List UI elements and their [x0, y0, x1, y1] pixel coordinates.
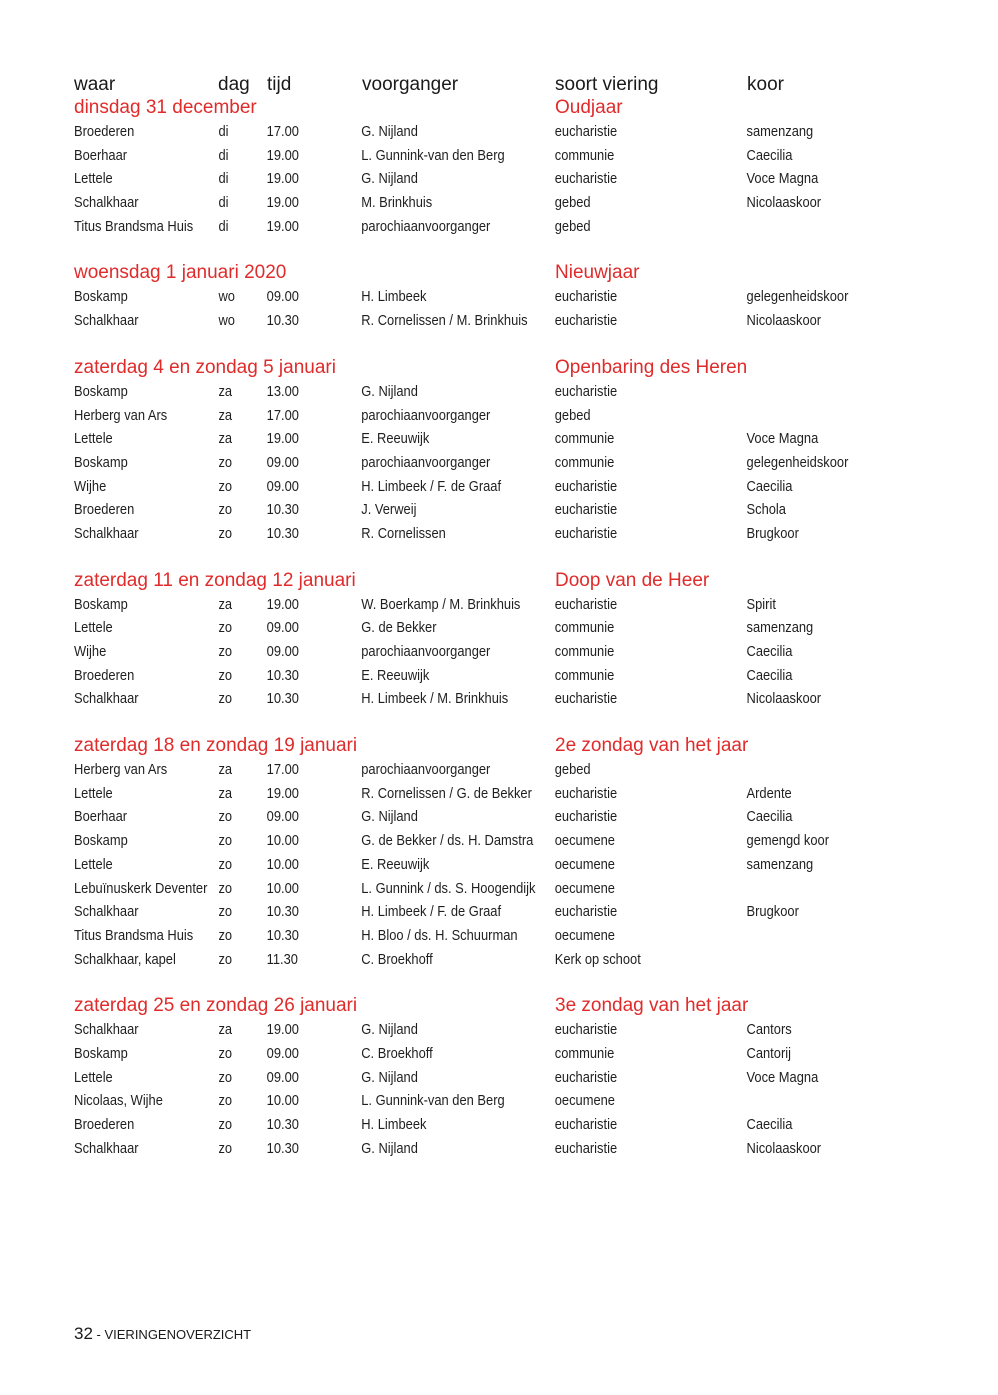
schedule-section	[74, 262, 954, 333]
cell-koor: Caecilia	[746, 146, 793, 164]
cell-koor: Brugkoor	[746, 903, 799, 921]
table-row	[74, 759, 951, 783]
schedule-section	[74, 735, 954, 972]
cell-dag: za	[218, 430, 233, 448]
cell-dag: zo	[218, 950, 233, 968]
cell-soort-viering: eucharistie	[554, 595, 618, 613]
cell-tijd: 19.00	[266, 595, 299, 613]
cell-voorganger: L. Gunnink-van den Berg	[361, 1092, 505, 1110]
section-occasion: Openbaring des Heren	[555, 356, 748, 378]
cell-dag: za	[218, 761, 233, 779]
table-row	[74, 1090, 951, 1114]
cell-waar: Nicolaas, Wijhe	[74, 1092, 163, 1110]
cell-soort-viering: communie	[554, 453, 615, 471]
table-row	[74, 1019, 951, 1043]
section-date: zaterdag 4 en zondag 5 januari	[74, 356, 336, 378]
table-row	[74, 405, 951, 429]
cell-dag: zo	[218, 879, 233, 897]
footer-label: - VIERINGENOVERZICHT	[92, 1327, 252, 1342]
cell-soort-viering: oecumene	[554, 855, 615, 873]
cell-voorganger: E. Reeuwijk	[361, 666, 430, 684]
cell-soort-viering: eucharistie	[554, 524, 618, 542]
cell-dag: zo	[218, 501, 233, 519]
cell-waar: Lettele	[74, 855, 113, 873]
cell-dag: zo	[218, 1044, 233, 1062]
cell-tijd: 19.00	[266, 784, 299, 802]
cell-koor: gelegenheidskoor	[746, 453, 849, 471]
cell-tijd: 10.00	[266, 832, 299, 850]
cell-tijd: 19.00	[266, 194, 299, 212]
cell-dag: zo	[218, 619, 233, 637]
table-row	[74, 499, 951, 523]
table-row	[74, 1114, 951, 1138]
cell-waar: Titus Brandsma Huis	[74, 926, 194, 944]
cell-voorganger: M. Brinkhuis	[361, 194, 433, 212]
table-row	[74, 854, 951, 878]
header-tijd: tijd	[267, 74, 292, 95]
cell-waar: Wijhe	[74, 643, 107, 660]
cell-tijd: 09.00	[266, 1068, 299, 1086]
cell-waar: Boskamp	[74, 595, 128, 613]
cell-dag: di	[218, 123, 229, 140]
cell-dag: di	[218, 194, 229, 212]
cell-dag: zo	[218, 855, 233, 873]
table-row	[74, 523, 951, 547]
cell-waar: Lettele	[74, 1068, 113, 1086]
section-occasion: 2e zondag van het jaar	[555, 735, 749, 757]
cell-soort-viering: communie	[554, 666, 615, 684]
header-dag: dag	[218, 74, 250, 95]
cell-tijd: 09.00	[266, 643, 299, 660]
cell-waar: Boskamp	[74, 1044, 128, 1062]
section-heading	[74, 735, 954, 759]
table-row	[74, 1043, 951, 1067]
cell-tijd: 09.00	[266, 453, 299, 471]
cell-waar: Herberg van Ars	[74, 761, 168, 779]
cell-koor: samenzang	[746, 123, 814, 140]
cell-dag: zo	[218, 690, 233, 708]
cell-koor: Ardente	[746, 784, 792, 802]
cell-soort-viering: eucharistie	[554, 1068, 618, 1086]
cell-voorganger: R. Cornelissen / M. Brinkhuis	[361, 312, 528, 330]
cell-koor: Caecilia	[746, 808, 793, 826]
table-row	[74, 310, 951, 334]
section-heading	[74, 97, 954, 121]
cell-dag: zo	[218, 453, 233, 471]
cell-voorganger: H. Limbeek / M. Brinkhuis	[361, 690, 509, 708]
cell-koor: samenzang	[746, 855, 814, 873]
cell-koor: Caecilia	[746, 477, 793, 495]
cell-voorganger: C. Broekhoff	[361, 950, 433, 968]
cell-voorganger: E. Reeuwijk	[361, 855, 430, 873]
cell-dag: zo	[218, 903, 233, 921]
cell-waar: Boerhaar	[74, 808, 128, 826]
cell-soort-viering: gebed	[554, 217, 591, 235]
table-row	[74, 925, 951, 949]
cell-koor: Voce Magna	[746, 1068, 819, 1086]
table-row	[74, 688, 951, 712]
cell-waar: Boskamp	[74, 382, 128, 400]
cell-voorganger: G. de Bekker	[361, 619, 437, 637]
table-row	[74, 641, 951, 665]
cell-koor: Caecilia	[746, 666, 793, 684]
table-row	[74, 878, 951, 902]
cell-tijd: 11.30	[266, 950, 298, 968]
table-row	[74, 121, 951, 145]
cell-tijd: 10.30	[266, 666, 299, 684]
cell-waar: Schalkhaar	[74, 903, 139, 921]
table-row	[74, 192, 951, 216]
cell-voorganger: R. Cornelissen / G. de Bekker	[361, 784, 532, 802]
cell-tijd: 10.30	[266, 312, 299, 330]
cell-waar: Schalkhaar	[74, 312, 139, 330]
cell-tijd: 10.30	[266, 903, 299, 921]
section-heading	[74, 357, 954, 381]
cell-voorganger: H. Bloo / ds. H. Schuurman	[361, 926, 518, 944]
cell-voorganger: J. Verweij	[361, 501, 417, 519]
table-row	[74, 830, 951, 854]
cell-soort-viering: oecumene	[554, 926, 615, 944]
cell-voorganger: C. Broekhoff	[361, 1044, 433, 1062]
cell-voorganger: G. Nijland	[361, 808, 418, 826]
cell-voorganger: parochiaanvoorganger	[361, 761, 491, 779]
header-waar: waar	[74, 74, 116, 95]
cell-waar: Boskamp	[74, 288, 128, 306]
cell-tijd: 10.00	[266, 855, 299, 873]
cell-dag: zo	[218, 926, 233, 944]
cell-dag: za	[218, 406, 233, 424]
cell-voorganger: G. de Bekker / ds. H. Damstra	[361, 832, 534, 850]
cell-tijd: 19.00	[266, 430, 299, 448]
cell-tijd: 13.00	[266, 382, 299, 400]
section-occasion: Nieuwjaar	[555, 262, 640, 284]
cell-koor: Brugkoor	[746, 524, 799, 542]
cell-koor: Nicolaaskoor	[746, 312, 822, 330]
cell-voorganger: G. Nijland	[361, 170, 418, 188]
header-voorganger: voorganger	[362, 74, 459, 95]
cell-soort-viering: communie	[554, 430, 615, 448]
table-row	[74, 594, 951, 618]
cell-waar: Broederen	[74, 666, 135, 684]
cell-voorganger: parochiaanvoorganger	[361, 643, 491, 660]
table-row	[74, 617, 951, 641]
cell-voorganger: H. Limbeek	[361, 1116, 427, 1133]
cell-waar: Schalkhaar, kapel	[74, 950, 176, 968]
section-heading	[74, 262, 954, 286]
cell-waar: Lettele	[74, 430, 113, 448]
cell-soort-viering: oecumene	[554, 832, 615, 850]
table-row	[74, 806, 951, 830]
cell-soort-viering: eucharistie	[554, 903, 618, 921]
cell-waar: Boskamp	[74, 453, 128, 471]
cell-tijd: 09.00	[266, 619, 299, 637]
cell-waar: Broederen	[74, 1116, 135, 1133]
cell-tijd: 17.00	[266, 761, 299, 779]
cell-koor: Spirit	[746, 595, 776, 613]
cell-dag: wo	[218, 288, 235, 306]
cell-tijd: 19.00	[266, 170, 299, 188]
cell-koor: Nicolaaskoor	[746, 194, 822, 212]
cell-voorganger: G. Nijland	[361, 1021, 418, 1039]
cell-voorganger: H. Limbeek / F. de Graaf	[361, 477, 502, 495]
cell-waar: Herberg van Ars	[74, 406, 168, 424]
cell-waar: Schalkhaar	[74, 524, 139, 542]
cell-dag: zo	[218, 1116, 233, 1133]
cell-dag: zo	[218, 832, 233, 850]
cell-tijd: 10.30	[266, 926, 299, 944]
table-row	[74, 476, 951, 500]
header-koor: koor	[747, 74, 784, 95]
table-row	[74, 428, 951, 452]
cell-tijd: 17.00	[266, 406, 299, 424]
cell-waar: Lettele	[74, 619, 113, 637]
table-row	[74, 381, 951, 405]
cell-soort-viering: oecumene	[554, 879, 615, 897]
cell-soort-viering: gebed	[554, 406, 591, 424]
cell-voorganger: L. Gunnink / ds. S. Hoogendijk	[361, 879, 536, 897]
cell-waar: Schalkhaar	[74, 1021, 139, 1039]
cell-tijd: 19.00	[266, 146, 299, 164]
cell-voorganger: parochiaanvoorganger	[361, 217, 491, 235]
cell-koor: gelegenheidskoor	[746, 288, 849, 306]
cell-voorganger: G. Nijland	[361, 123, 418, 140]
cell-soort-viering: eucharistie	[554, 1116, 618, 1133]
cell-soort-viering: gebed	[554, 194, 591, 212]
cell-dag: zo	[218, 524, 233, 542]
table-row	[74, 783, 951, 807]
cell-soort-viering: communie	[554, 619, 615, 637]
cell-soort-viering: communie	[554, 146, 615, 164]
cell-koor: Voce Magna	[746, 430, 819, 448]
cell-tijd: 10.00	[266, 879, 299, 897]
table-row	[74, 216, 951, 240]
schedule-sections	[74, 97, 954, 1184]
cell-dag: di	[218, 170, 229, 188]
cell-tijd: 10.30	[266, 1116, 299, 1133]
schedule-section	[74, 995, 954, 1161]
cell-dag: za	[218, 784, 233, 802]
cell-dag: za	[218, 595, 233, 613]
section-occasion: Oudjaar	[555, 97, 623, 118]
section-date: zaterdag 18 en zondag 19 januari	[74, 735, 358, 757]
cell-waar: Schalkhaar	[74, 1139, 139, 1157]
cell-koor: Cantorij	[746, 1044, 791, 1062]
cell-dag: wo	[218, 312, 235, 330]
cell-soort-viering: communie	[554, 643, 615, 660]
cell-dag: zo	[218, 666, 233, 684]
table-row	[74, 168, 951, 192]
section-occasion: Doop van de Heer	[555, 569, 710, 591]
cell-koor: Nicolaaskoor	[746, 1139, 822, 1157]
cell-tijd: 10.30	[266, 690, 299, 708]
schedule-section	[74, 357, 954, 547]
cell-waar: Boerhaar	[74, 146, 128, 164]
cell-voorganger: L. Gunnink-van den Berg	[361, 146, 505, 164]
cell-voorganger: W. Boerkamp / M. Brinkhuis	[361, 595, 521, 613]
cell-tijd: 10.30	[266, 501, 299, 519]
cell-soort-viering: eucharistie	[554, 382, 618, 400]
table-row	[74, 286, 951, 310]
cell-soort-viering: eucharistie	[554, 288, 618, 306]
cell-dag: zo	[218, 477, 233, 495]
section-heading	[74, 995, 954, 1019]
cell-dag: za	[218, 1021, 233, 1039]
cell-soort-viering: eucharistie	[554, 784, 618, 802]
cell-voorganger: G. Nijland	[361, 382, 418, 400]
cell-soort-viering: eucharistie	[554, 1139, 618, 1157]
cell-tijd: 10.30	[266, 524, 299, 542]
cell-waar: Wijhe	[74, 477, 107, 495]
cell-voorganger: E. Reeuwijk	[361, 430, 430, 448]
cell-koor: Caecilia	[746, 643, 793, 660]
section-heading	[74, 570, 954, 594]
cell-dag: zo	[218, 1139, 233, 1157]
schedule-section	[74, 570, 954, 712]
cell-soort-viering: oecumene	[554, 1092, 615, 1110]
cell-voorganger: G. Nijland	[361, 1068, 418, 1086]
cell-soort-viering: eucharistie	[554, 501, 618, 519]
cell-waar: Boskamp	[74, 832, 128, 850]
cell-tijd: 17.00	[266, 123, 299, 140]
cell-waar: Lettele	[74, 170, 113, 188]
section-occasion: 3e zondag van het jaar	[555, 995, 749, 1017]
cell-voorganger: parochiaanvoorganger	[361, 453, 491, 471]
cell-voorganger: R. Cornelissen	[361, 524, 446, 542]
cell-koor: Voce Magna	[746, 170, 819, 188]
cell-soort-viering: eucharistie	[554, 312, 618, 330]
schedule-section	[74, 97, 954, 239]
cell-waar: Lebuïnuskerk Deventer	[74, 879, 208, 897]
cell-koor: gemengd koor	[746, 832, 829, 850]
cell-tijd: 19.00	[266, 217, 299, 235]
cell-voorganger: G. Nijland	[361, 1139, 418, 1157]
table-row	[74, 665, 951, 689]
cell-soort-viering: eucharistie	[554, 477, 618, 495]
cell-waar: Schalkhaar	[74, 690, 139, 708]
section-date: zaterdag 11 en zondag 12 januari	[74, 569, 356, 591]
cell-waar: Lettele	[74, 784, 113, 802]
cell-waar: Schalkhaar	[74, 194, 139, 212]
page-number: 32	[74, 1324, 93, 1343]
cell-voorganger: H. Limbeek	[361, 288, 427, 306]
page-footer	[74, 1324, 251, 1344]
cell-soort-viering: communie	[554, 1044, 615, 1062]
cell-soort-viering: Kerk op schoot	[554, 950, 641, 968]
cell-tijd: 09.00	[266, 477, 299, 495]
table-row	[74, 1067, 951, 1091]
cell-dag: di	[218, 146, 229, 164]
cell-dag: za	[218, 382, 233, 400]
section-date: dinsdag 31 december	[74, 97, 257, 118]
table-row	[74, 145, 951, 169]
cell-tijd: 19.00	[266, 1021, 299, 1039]
cell-koor: samenzang	[746, 619, 814, 637]
table-row	[74, 949, 951, 973]
cell-dag: zo	[218, 643, 233, 660]
cell-koor: Cantors	[746, 1021, 792, 1039]
cell-tijd: 10.30	[266, 1139, 299, 1157]
cell-waar: Titus Brandsma Huis	[74, 217, 194, 235]
cell-voorganger: H. Limbeek / F. de Graaf	[361, 903, 502, 921]
table-row	[74, 452, 951, 476]
section-date: woensdag 1 januari 2020	[74, 262, 287, 284]
cell-tijd: 09.00	[266, 808, 299, 826]
cell-voorganger: parochiaanvoorganger	[361, 406, 491, 424]
cell-soort-viering: eucharistie	[554, 690, 618, 708]
table-row	[74, 901, 951, 925]
cell-koor: Nicolaaskoor	[746, 690, 822, 708]
cell-soort-viering: eucharistie	[554, 1021, 618, 1039]
cell-soort-viering: eucharistie	[554, 808, 618, 826]
cell-tijd: 10.00	[266, 1092, 299, 1110]
cell-soort-viering: eucharistie	[554, 123, 618, 140]
cell-soort-viering: eucharistie	[554, 170, 618, 188]
cell-tijd: 09.00	[266, 1044, 299, 1062]
cell-tijd: 09.00	[266, 288, 299, 306]
cell-koor: Schola	[746, 501, 786, 519]
table-row	[74, 1138, 951, 1162]
cell-koor: Caecilia	[746, 1116, 793, 1133]
column-header-row	[74, 74, 934, 98]
cell-dag: di	[218, 217, 229, 235]
cell-waar: Broederen	[74, 123, 135, 140]
section-date: zaterdag 25 en zondag 26 januari	[74, 995, 358, 1017]
cell-dag: zo	[218, 808, 233, 826]
cell-waar: Broederen	[74, 501, 135, 519]
header-soort-viering: soort viering	[555, 74, 659, 95]
cell-dag: zo	[218, 1092, 233, 1110]
cell-dag: zo	[218, 1068, 233, 1086]
cell-soort-viering: gebed	[554, 761, 591, 779]
